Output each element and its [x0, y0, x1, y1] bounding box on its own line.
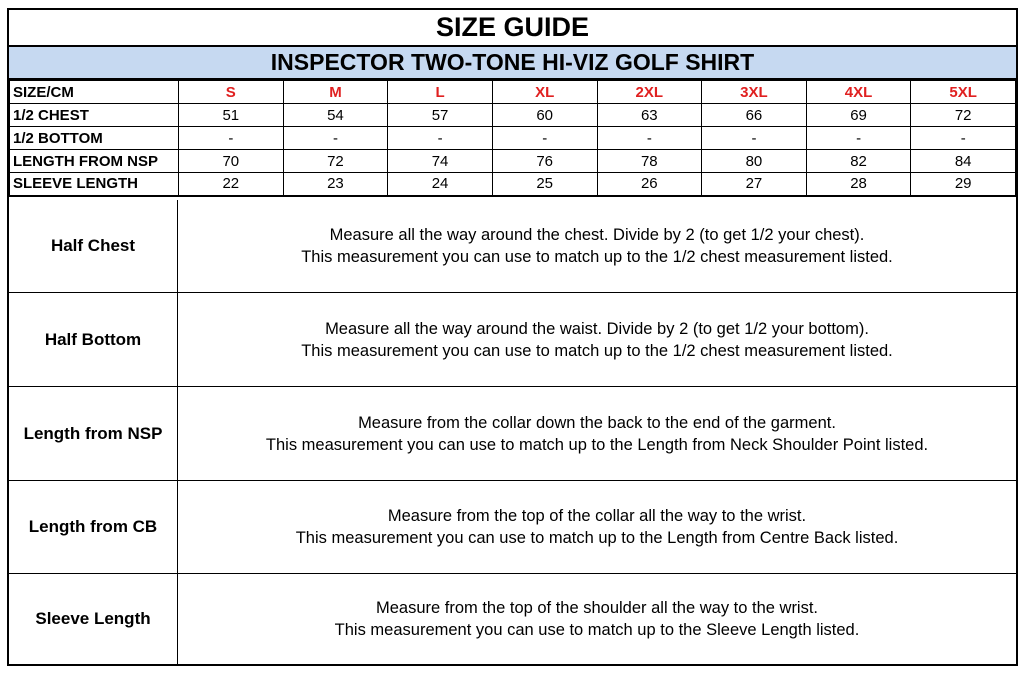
value-cell: 72: [911, 104, 1016, 127]
row-label: 1/2 BOTTOM: [10, 127, 179, 150]
value-cell: 27: [702, 173, 807, 196]
value-cell: 57: [388, 104, 493, 127]
value-cell: 78: [597, 150, 702, 173]
value-cell: 54: [283, 104, 388, 127]
value-cell: -: [702, 127, 807, 150]
value-cell: 74: [388, 150, 493, 173]
value-cell: 66: [702, 104, 807, 127]
value-cell: 25: [492, 173, 597, 196]
value-cell: 76: [492, 150, 597, 173]
value-cell: -: [597, 127, 702, 150]
description-half-bottom: [9, 293, 1016, 387]
value-cell: -: [911, 127, 1016, 150]
row-label: SLEEVE LENGTH: [10, 173, 179, 196]
size-cell: 2XL: [597, 81, 702, 104]
size-guide-sheet: [7, 8, 1018, 666]
value-cell: 23: [283, 173, 388, 196]
value-cell: -: [806, 127, 911, 150]
description-line: Measure from the top of the shoulder all the way to the wrist.: [375, 599, 819, 617]
value-cell: -: [179, 127, 284, 150]
value-cell: -: [492, 127, 597, 150]
value-cell: 29: [911, 173, 1016, 196]
table-row: [10, 150, 1016, 173]
description-line: Measure all the way around the chest. Divide by 2 (to get 1/2 your chest).: [329, 226, 865, 244]
size-cell: S: [179, 81, 284, 104]
size-cell: 5XL: [911, 81, 1016, 104]
description-label: Sleeve Length: [9, 574, 178, 664]
size-header-row: [10, 81, 1016, 104]
description-length-nsp: [9, 387, 1016, 481]
description-line: This measurement you can use to match up to the 1/2 chest measurement listed.: [301, 341, 893, 360]
page-title: SIZE GUIDE: [9, 10, 1016, 47]
description-label: Length from NSP: [9, 387, 178, 480]
value-cell: 82: [806, 150, 911, 173]
description-half-chest: [9, 200, 1016, 293]
description-line: Measure from the collar down the back to the end of the garment.: [358, 413, 836, 432]
size-cell: XL: [492, 81, 597, 104]
table-row: [10, 173, 1016, 196]
description-line: Measure from the top of the collar all the way to the wrist.: [387, 507, 807, 525]
size-table: [9, 80, 1016, 197]
value-cell: 70: [179, 150, 284, 173]
value-cell: 24: [388, 173, 493, 196]
value-cell: 26: [597, 173, 702, 196]
size-header-label: SIZE/CM: [10, 81, 179, 104]
description-text: [178, 574, 1016, 664]
description-line: This measurement you can use to match up to the Length from Centre Back listed.: [295, 529, 899, 547]
description-line: This measurement you can use to match up to the Length from Neck Shoulder Point listed.: [265, 435, 929, 454]
description-text: [178, 200, 1016, 292]
value-cell: -: [388, 127, 493, 150]
size-cell: 4XL: [806, 81, 911, 104]
size-cell: L: [388, 81, 493, 104]
value-cell: 80: [702, 150, 807, 173]
description-line: Measure all the way around the waist. Divide by 2 (to get 1/2 your bottom).: [325, 319, 869, 338]
value-cell: 72: [283, 150, 388, 173]
size-cell: 3XL: [702, 81, 807, 104]
value-cell: 63: [597, 104, 702, 127]
description-sleeve-length: [9, 574, 1016, 664]
description-text: [178, 481, 1016, 573]
value-cell: 69: [806, 104, 911, 127]
description-text: [178, 387, 1016, 480]
value-cell: 51: [179, 104, 284, 127]
row-label: 1/2 CHEST: [10, 104, 179, 127]
value-cell: 84: [911, 150, 1016, 173]
value-cell: 22: [179, 173, 284, 196]
description-length-cb: [9, 481, 1016, 574]
product-name: INSPECTOR TWO-TONE HI-VIZ GOLF SHIRT: [9, 47, 1016, 80]
description-line: This measurement you can use to match up to the 1/2 chest measurement listed.: [301, 248, 893, 266]
value-cell: -: [283, 127, 388, 150]
size-cell: M: [283, 81, 388, 104]
value-cell: 60: [492, 104, 597, 127]
description-label: Half Chest: [9, 200, 178, 292]
description-label: Length from CB: [9, 481, 178, 573]
table-row: [10, 104, 1016, 127]
description-line: This measurement you can use to match up to the Sleeve Length listed.: [334, 621, 860, 639]
table-row: [10, 127, 1016, 150]
row-label: LENGTH FROM NSP: [10, 150, 179, 173]
description-text: [178, 293, 1016, 386]
description-label: Half Bottom: [9, 293, 178, 386]
value-cell: 28: [806, 173, 911, 196]
